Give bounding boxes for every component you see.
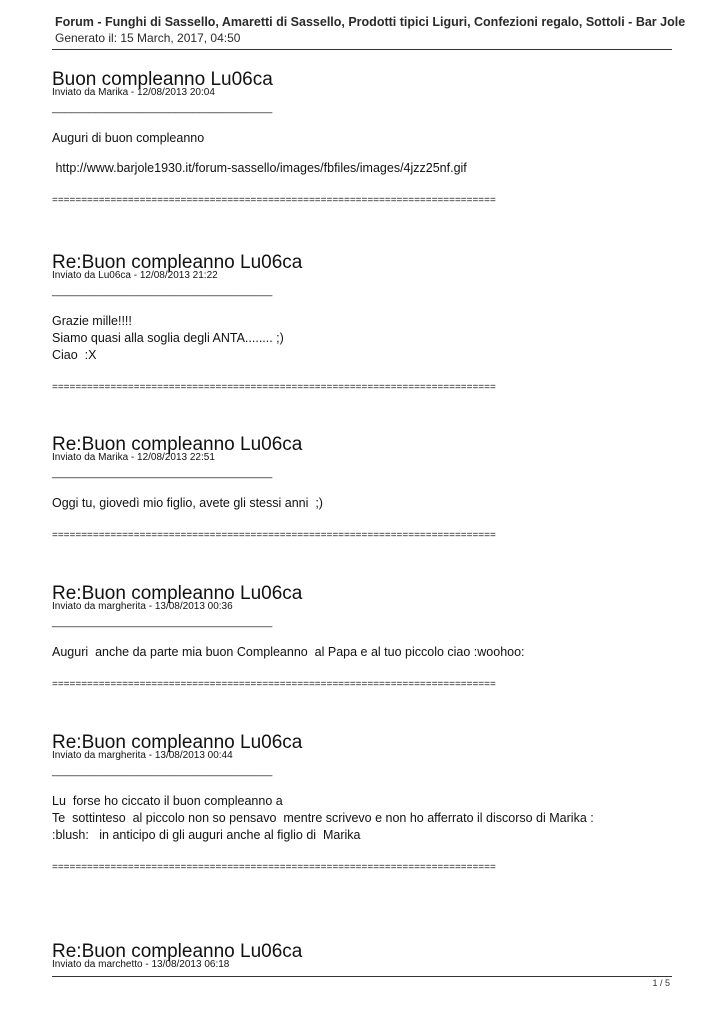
post-body — [52, 644, 692, 661]
post-body — [52, 130, 692, 177]
post-title: Re:Buon compleanno Lu06ca — [52, 583, 303, 604]
document-title: Forum - Funghi di Sassello, Amaretti di Sassello, Prodotti tipici Liguri, Confezioni regalo, Sottoli - Bar Jole — [55, 15, 686, 29]
post-meta: Inviato da Lu06ca - 12/08/2013 21:22 — [52, 270, 218, 281]
post-body — [52, 495, 692, 512]
post-body — [52, 313, 692, 364]
post-title: Re:Buon compleanno Lu06ca — [52, 732, 303, 753]
post-meta: Inviato da margherita - 13/08/2013 00:44 — [52, 750, 233, 761]
page-header — [55, 14, 725, 46]
post-meta: Inviato da Marika - 12/08/2013 22:51 — [52, 452, 215, 463]
post — [52, 70, 692, 207]
post-body-line: :blush: in anticipo di gli auguri anche al figlio di Marika — [52, 828, 361, 842]
post-body-line: Auguri anche da parte mia buon Compleanno al Papa e al tuo piccolo ciao :woohoo: — [52, 645, 525, 659]
post-body-line: Te sottinteso al piccolo non so pensavo mentre scrivevo e non ho afferrato il discorso di Marika : — [52, 811, 594, 825]
post-body — [52, 793, 692, 844]
post-body-line: Lu forse ho ciccato il buon compleanno a — [52, 794, 283, 808]
post-title: Buon compleanno Lu06ca — [52, 69, 273, 90]
generated-date: Generato il: 15 March, 2017, 04:50 — [55, 31, 241, 45]
footer-rule — [52, 976, 672, 977]
post-title: Re:Buon compleanno Lu06ca — [52, 252, 303, 273]
post-separator: ____________________________________ — [52, 467, 273, 479]
post-separator: ____________________________________ — [52, 102, 273, 114]
post-meta: Inviato da Marika - 12/08/2013 20:04 — [52, 87, 215, 98]
post-body-line: Grazie mille!!!! — [52, 314, 132, 328]
post-separator: ____________________________________ — [52, 765, 273, 777]
post — [52, 733, 692, 874]
page-number: 1 / 5 — [652, 978, 670, 988]
post — [52, 942, 692, 970]
post-divider: ============================================================================ — [52, 530, 496, 541]
post-separator: ____________________________________ — [52, 616, 273, 628]
post-body-line: Oggi tu, giovedì mio figlio, avete gli stessi anni ;) — [52, 496, 323, 510]
post-title: Re:Buon compleanno Lu06ca — [52, 941, 303, 962]
post-body-line: Auguri di buon compleanno — [52, 131, 205, 145]
post — [52, 435, 692, 542]
post-meta: Inviato da marchetto - 13/08/2013 06:18 — [52, 959, 230, 970]
paragraph-gap — [52, 147, 692, 160]
post-divider: ============================================================================ — [52, 382, 496, 393]
post-separator: ____________________________________ — [52, 285, 273, 297]
post-title: Re:Buon compleanno Lu06ca — [52, 434, 303, 455]
post-divider: ============================================================================ — [52, 195, 496, 206]
post-meta: Inviato da margherita - 13/08/2013 00:36 — [52, 601, 233, 612]
header-rule — [52, 49, 672, 50]
post-divider: ============================================================================ — [52, 862, 496, 873]
post-body-line: Ciao :X — [52, 348, 97, 362]
post-body-line: Siamo quasi alla soglia degli ANTA........ ;) — [52, 331, 284, 345]
post-link[interactable]: http://www.barjole1930.it/forum-sassello/images/fbfiles/images/4jzz25nf.gif — [52, 161, 467, 175]
post — [52, 584, 692, 691]
post-divider: ============================================================================ — [52, 679, 496, 690]
post — [52, 253, 692, 394]
